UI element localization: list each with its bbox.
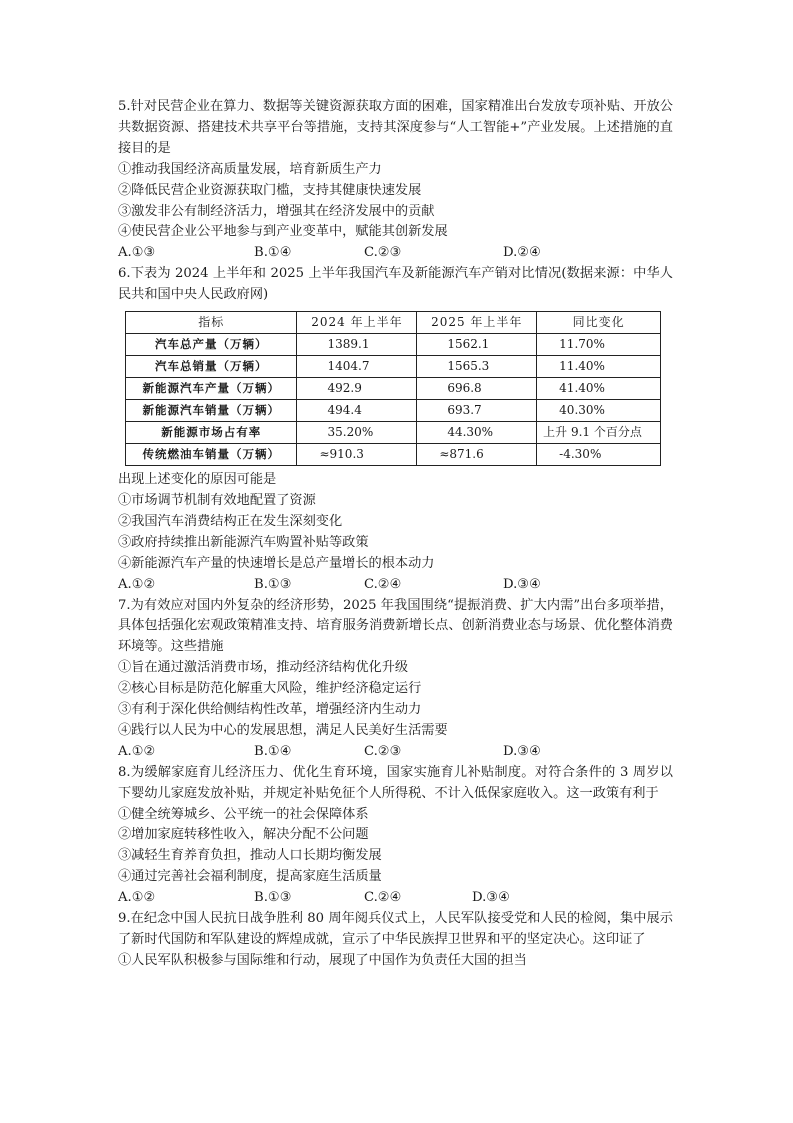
- question-6-item-4: ④新能源汽车产量的快速增长是总产量增长的根本动力: [118, 555, 435, 571]
- table-cell: 1389.1: [297, 334, 417, 356]
- table-cell: 上升 9.1 个百分点: [537, 422, 661, 444]
- question-5: [118, 97, 673, 264]
- question-7-item-1: ①旨在通过激活消费市场，推动经济结构优化升级: [118, 660, 409, 676]
- table-cell: 汽车总销量（万辆）: [126, 356, 297, 378]
- question-6-options: [118, 575, 673, 596]
- table-cell: 汽车总产量（万辆）: [126, 334, 297, 356]
- table-row: [126, 334, 661, 356]
- question-8-item-4: ④通过完善社会福利制度，提高家庭生活质量: [118, 869, 382, 885]
- question-6-option-d: D.③④: [503, 576, 541, 592]
- table-cell: 492.9: [297, 378, 417, 400]
- table-cell: 1562.1: [417, 334, 537, 356]
- exam-content: [118, 97, 673, 972]
- car-sales-table: [125, 311, 661, 466]
- question-7-item-3: ③有利于深化供给侧结构性改革，增强经济内生动力: [118, 702, 422, 718]
- question-5-option-d: D.②④: [503, 245, 541, 261]
- table-row: [126, 378, 661, 400]
- question-6-item-2: ②我国汽车消费结构正在发生深刻变化: [118, 513, 343, 529]
- question-7-item-2: ②核心目标是防范化解重大风险，维护经济稳定运行: [118, 681, 422, 697]
- table-cell: -4.30%: [537, 444, 661, 466]
- question-7-options: [118, 742, 673, 763]
- question-6-option-c: C.②④: [364, 576, 402, 592]
- table-cell: 40.30%: [537, 400, 661, 422]
- table-cell: 新能源市场占有率: [126, 422, 297, 444]
- table-cell: ≈871.6: [417, 444, 537, 466]
- question-6-stem: 6.下表为 2024 上半年和 2025 上半年我国汽车及新能源汽车产销对比情况(数据来源：中华人民共和国中央人民政府网): [118, 266, 673, 303]
- table-cell: 494.4: [297, 400, 417, 422]
- table-cell: 11.40%: [537, 356, 661, 378]
- table-row: [126, 444, 661, 466]
- question-8: [118, 763, 673, 909]
- question-5-option-a: A.①③: [118, 245, 156, 261]
- question-5-item-3: ③激发非公有制经济活力，增强其在经济发展中的贡献: [118, 203, 435, 219]
- question-8-option-a: A.①②: [118, 890, 156, 906]
- question-5-stem: 5.针对民营企业在算力、数据等关键资源获取方面的困难，国家精准出台发放专项补贴、开放公共数据资源、搭建技术共享平台等措施，支持其深度参与“人工智能+”产业发展。上述措施的直接目的是: [118, 99, 673, 156]
- table-cell: 1404.7: [297, 356, 417, 378]
- question-6-option-b: B.①③: [254, 576, 292, 592]
- table-cell: 41.40%: [537, 378, 661, 400]
- question-6-item-3: ③政府持续推出新能源汽车购置补贴等政策: [118, 534, 369, 550]
- table-row: [126, 356, 661, 378]
- question-8-stem: 8.为缓解家庭育儿经济压力、优化生育环境，国家实施育儿补贴制度。对符合条件的 3 周岁以下婴幼儿家庭发放补贴，并规定补贴免征个人所得税、不计入低保家庭收入。这一政策有利于: [118, 764, 673, 801]
- table-header-cell: 2025 年上半年: [417, 312, 537, 334]
- question-6-option-a: A.①②: [118, 576, 156, 592]
- table-cell: 1565.3: [417, 356, 537, 378]
- table-cell: ≈910.3: [297, 444, 417, 466]
- question-6-lead: 出现上述变化的原因可能是: [118, 472, 277, 488]
- table-cell: 11.70%: [537, 334, 661, 356]
- question-9-stem: 9.在纪念中国人民抗日战争胜利 80 周年阅兵仪式上，人民军队接受党和人民的检阅，集中展示了新时代国防和军队建设的辉煌成就，宣示了中华民族捍卫世界和平的坚定决心。这印证了: [118, 911, 673, 947]
- question-8-options: [118, 888, 673, 909]
- question-8-item-2: ②增加家庭转移性收入，解决分配不公问题: [118, 827, 369, 843]
- table-row: [126, 400, 661, 422]
- question-7-option-c: C.②③: [364, 743, 402, 759]
- question-9: [118, 909, 673, 972]
- question-5-option-b: B.①④: [254, 245, 292, 261]
- table-header-cell: 同比变化: [537, 312, 661, 334]
- question-5-item-2: ②降低民营企业资源获取门槛，支持其健康快速发展: [118, 182, 422, 198]
- question-8-item-3: ③减轻生育养育负担，推动人口长期均衡发展: [118, 848, 382, 864]
- table-cell: 新能源汽车产量（万辆）: [126, 378, 297, 400]
- question-5-options: [118, 243, 673, 264]
- question-6-item-1: ①市场调节机制有效地配置了资源: [118, 492, 316, 508]
- question-6: [118, 264, 673, 595]
- question-9-item-1: ①人民军队积极参与国际维和行动，展现了中国作为负责任大国的担当: [118, 952, 527, 968]
- question-8-option-b: B.①③: [254, 890, 292, 906]
- table-header-cell: 2024 年上半年: [297, 312, 417, 334]
- question-7-option-d: D.③④: [503, 743, 541, 759]
- table-row: [126, 422, 661, 444]
- table-header-row: [126, 312, 661, 334]
- table-cell: 44.30%: [417, 422, 537, 444]
- question-7-option-b: B.①④: [254, 743, 292, 759]
- question-7-stem: 7.为有效应对国内外复杂的经济形势，2025 年我国围绕“提振消费、扩大内需”出台多项举措，具体包括强化宏观政策精准支持、培育服务消费新增长点、创新消费业态与场景、优化整体消费环境等。这些措施: [118, 597, 673, 655]
- table-cell: 新能源汽车销量（万辆）: [126, 400, 297, 422]
- table-cell: 696.8: [417, 378, 537, 400]
- question-5-option-c: C.②③: [364, 245, 402, 261]
- question-7-item-4: ④践行以人民为中心的发展思想，满足人民美好生活需要: [118, 722, 448, 738]
- question-8-option-c: C.②④: [364, 890, 402, 906]
- table-header-cell: 指标: [126, 312, 297, 334]
- table-cell: 35.20%: [297, 422, 417, 444]
- question-5-item-4: ④使民营企业公平地参与到产业变革中，赋能其创新发展: [118, 224, 448, 240]
- question-7-option-a: A.①②: [118, 743, 156, 759]
- table-cell: 传统燃油车销量（万辆）: [126, 444, 297, 466]
- question-7: [118, 596, 673, 763]
- table-cell: 693.7: [417, 400, 537, 422]
- question-8-item-1: ①健全统筹城乡、公平统一的社会保障体系: [118, 806, 369, 822]
- question-8-option-d: D.③④: [472, 890, 510, 906]
- question-5-item-1: ①推动我国经济高质量发展，培育新质生产力: [118, 161, 382, 177]
